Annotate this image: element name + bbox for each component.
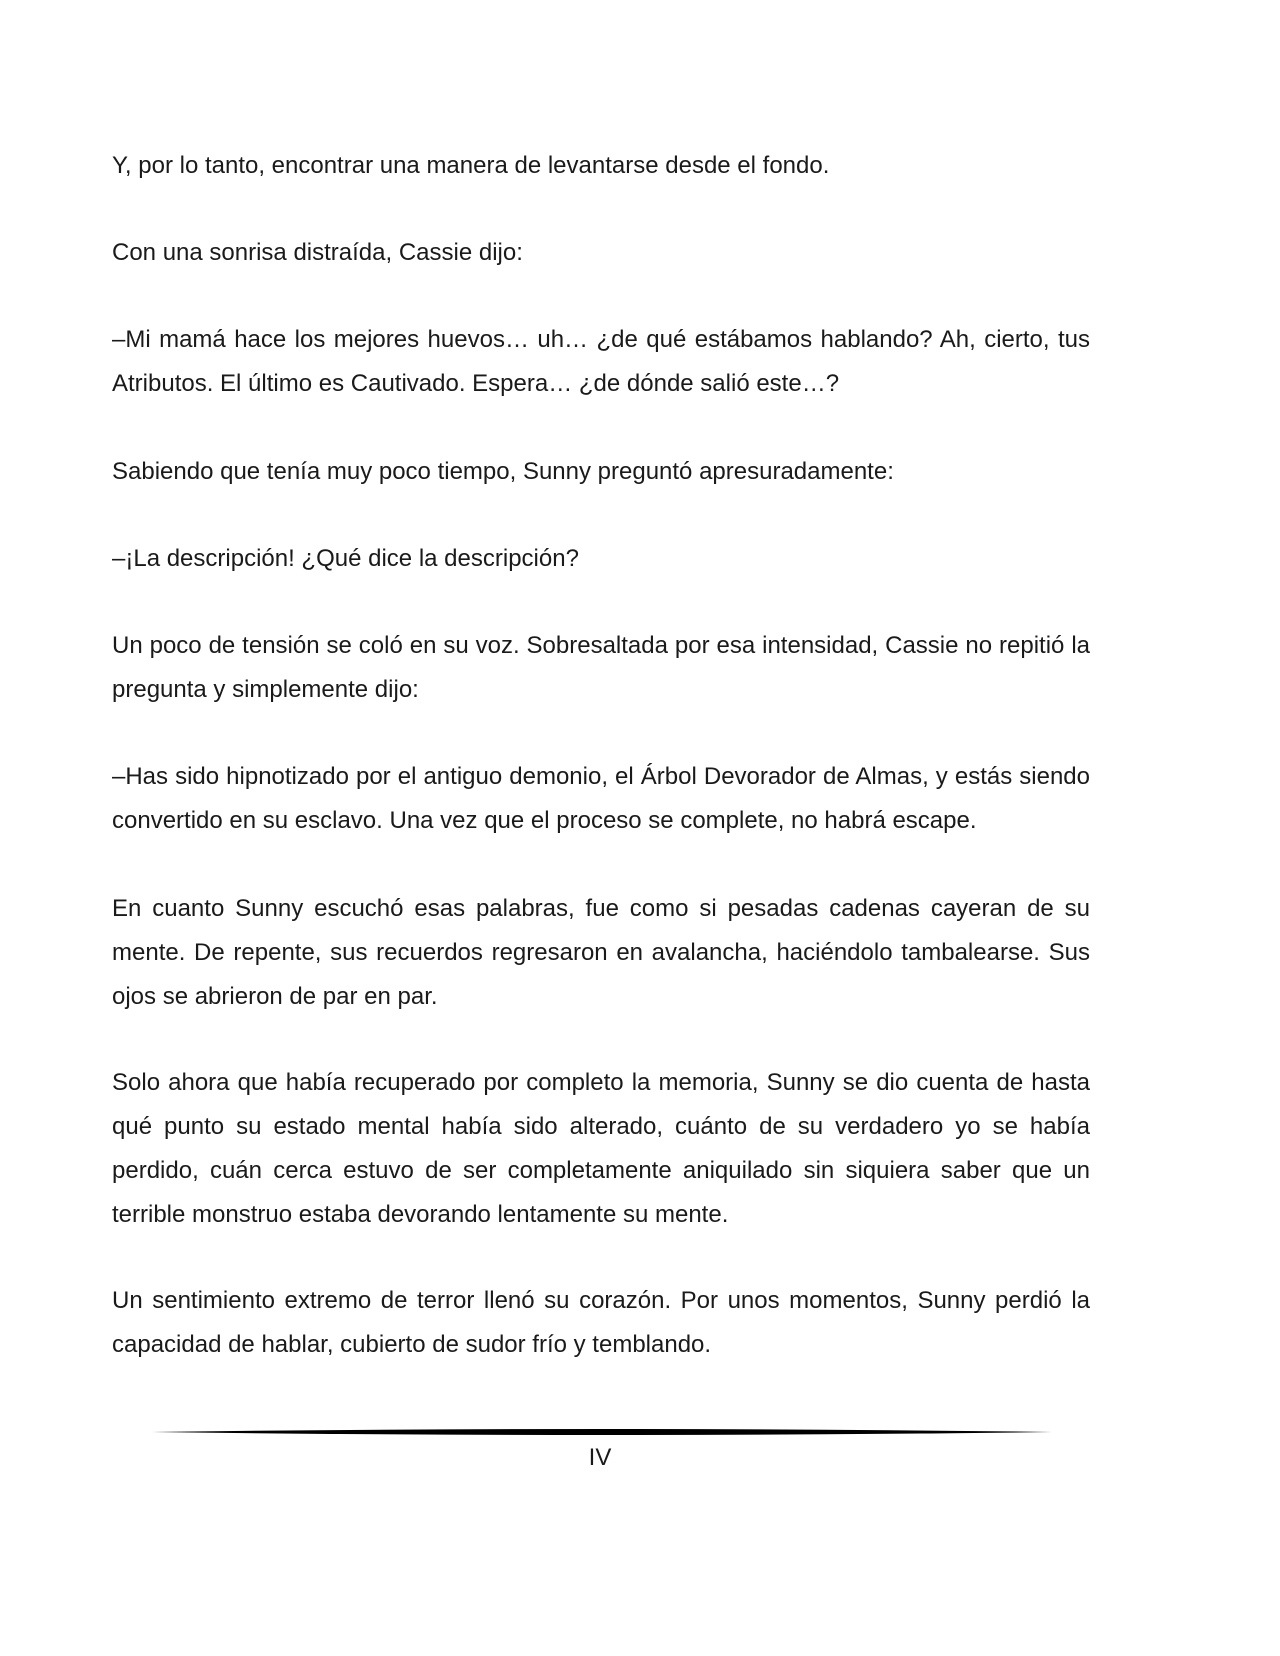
paragraph-8: En cuanto Sunny escuchó esas palabras, fue como si pesadas cadenas cayeran de su mente. De repente, sus recuerdos regresaron en avalancha, haciéndolo tambalearse. Sus ojos se abrieron de par en par. [112,895,1090,1010]
paragraph-3: –Mi mamá hace los mejores huevos… uh… ¿de qué estábamos hablando? Ah, cierto, tus Atributos. El último es Cautivado. Espera… ¿de dónde salió este…? [112,326,1090,397]
paragraph-7: –Has sido hipnotizado por el antiguo demonio, el Árbol Devorador de Almas, y estás siendo convertido en su esclavo. Una vez que el proceso se complete, no habrá escape. [112,763,1090,834]
page-number: IV [588,1444,612,1471]
decorative-divider [152,1427,1052,1437]
paragraph-1: Y, por lo tanto, encontrar una manera de levantarse desde el fondo. [112,152,830,179]
paragraph-9: Solo ahora que había recuperado por completo la memoria, Sunny se dio cuenta de hasta qué punto su estado mental había sido alterado, cuánto de su verdadero yo se había perdido, cuán cerca estuvo de ser completamente aniquilado sin siquiera saber que un terrible monstruo estaba devorando lentamente su mente. [112,1069,1090,1228]
paragraph-10: Un sentimiento extremo de terror llenó su corazón. Por unos momentos, Sunny perdió la capacidad de hablar, cubierto de sudor frío y temblando. [112,1287,1090,1358]
paragraph-4: Sabiendo que tenía muy poco tiempo, Sunny preguntó apresuradamente: [112,458,894,485]
paragraph-2: Con una sonrisa distraída, Cassie dijo: [112,239,523,266]
paragraph-6: Un poco de tensión se coló en su voz. Sobresaltada por esa intensidad, Cassie no repitió la pregunta y simplemente dijo: [112,632,1090,703]
paragraph-5: –¡La descripción! ¿Qué dice la descripción? [112,545,579,572]
